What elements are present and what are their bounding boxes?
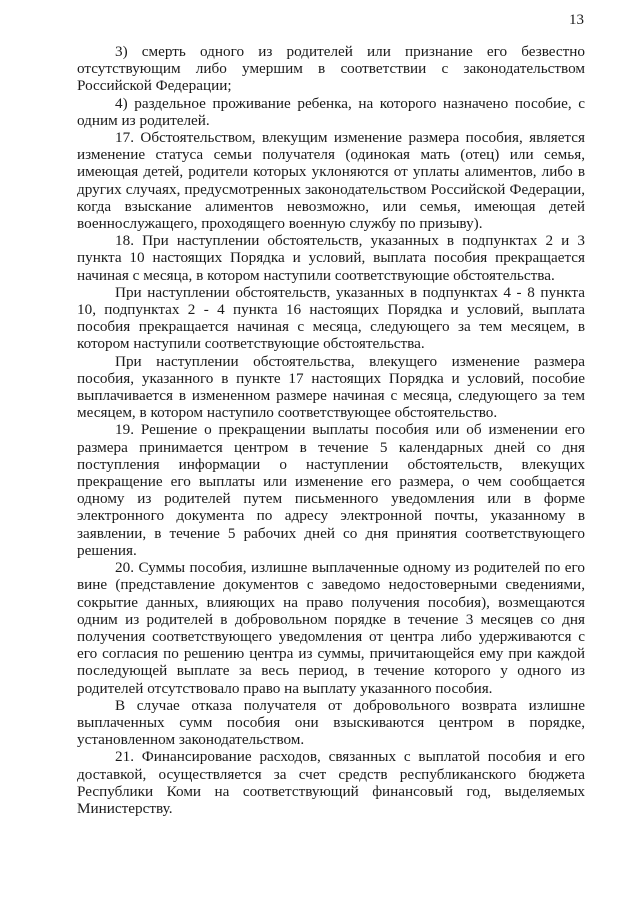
- paragraph-19-decision: 19. Решение о прекращении выплаты пособия или об изменении его размера принимается центром в течение 5 календарных дней со дня поступления информации о наступлении обстоятельств, влекущих прекращение его выплаты или изменение его размера, о чем сообщается одному из родителей путем письменного уведомления или в форме электронного документа по адресу электронной почты, указанному в заявлении, в течение 5 рабочих дней со дня принятия соответствующего решения.: [77, 421, 585, 559]
- page-number: 13: [569, 12, 584, 28]
- paragraph-20-refusal: В случае отказа получателя от добровольного возврата излишне выплаченных сумм пособия они взыскиваются центром в порядке, установленном законодательством.: [77, 696, 585, 749]
- paragraph-4-separate-residence: 4) раздельное проживание ребенка, на которого назначено пособие, с одним из родителей.: [77, 94, 585, 129]
- paragraph-17-amount-change: 17. Обстоятельством, влекущим изменение размера пособия, является изменение статуса семьи получателя (одинокая мать (отец) или семья, имеющая детей, родители которых уклоняются от уплаты алиментов, либо в других случаях, предусмотренных законодательством Российской Федерации, когда взыскание алиментов невозможно, или семья, имеющая детей военнослужащего, проходящего военную службу по призыву).: [77, 129, 585, 233]
- document-body: [77, 43, 585, 817]
- paragraph-18-changed-amount: При наступлении обстоятельства, влекущего изменение размера пособия, указанного в пункте 17 настоящих Порядка и условий, пособие выплачивается в измененном размере начиная с месяца, следующего за тем месяцем, в котором наступило соответствующее обстоятельство.: [77, 352, 585, 422]
- paragraph-20-overpayment: 20. Суммы пособия, излишне выплаченные одному из родителей по его вине (представление документов с заведомо недостоверными сведениями, сокрытие данных, влияющих на право получения пособия), возмещаются одним из родителей в добровольном порядке в течение 3 месяцев со дня получения соответствующего уведомления от центра либо удерживаются с его согласия по решению центра из суммы, причитающейся ему при каждой последующей выплате за весь период, в течение которого у одного из родителей отсутствовало право на выплату указанного пособия.: [77, 559, 585, 697]
- paragraph-21-financing: 21. Финансирование расходов, связанных с выплатой пособия и его доставкой, осуществляется за счет средств республиканского бюджета Республики Коми на соответствующий финансовый год, выделяемых Министерству.: [77, 748, 585, 817]
- paragraph-3-death-of-parent: 3) смерть одного из родителей или признание его безвестно отсутствующим либо умершим в соответствии с законодательством Российской Федерации;: [77, 43, 585, 95]
- paragraph-18-termination-next-month: При наступлении обстоятельств, указанных в подпунктах 4 - 8 пункта 10, подпунктах 2 - 4 пункта 16 настоящих Порядка и условий, выплата пособия прекращается начиная с месяца, следующего за тем месяцем, в котором наступили соответствующие обстоятельства.: [77, 283, 585, 353]
- paragraph-18-termination: 18. При наступлении обстоятельств, указанных в подпунктах 2 и 3 пункта 10 настоящих Порядка и условий, выплата пособия прекращается начиная с месяца, в котором наступили соответствующие обстоятельства.: [77, 232, 585, 284]
